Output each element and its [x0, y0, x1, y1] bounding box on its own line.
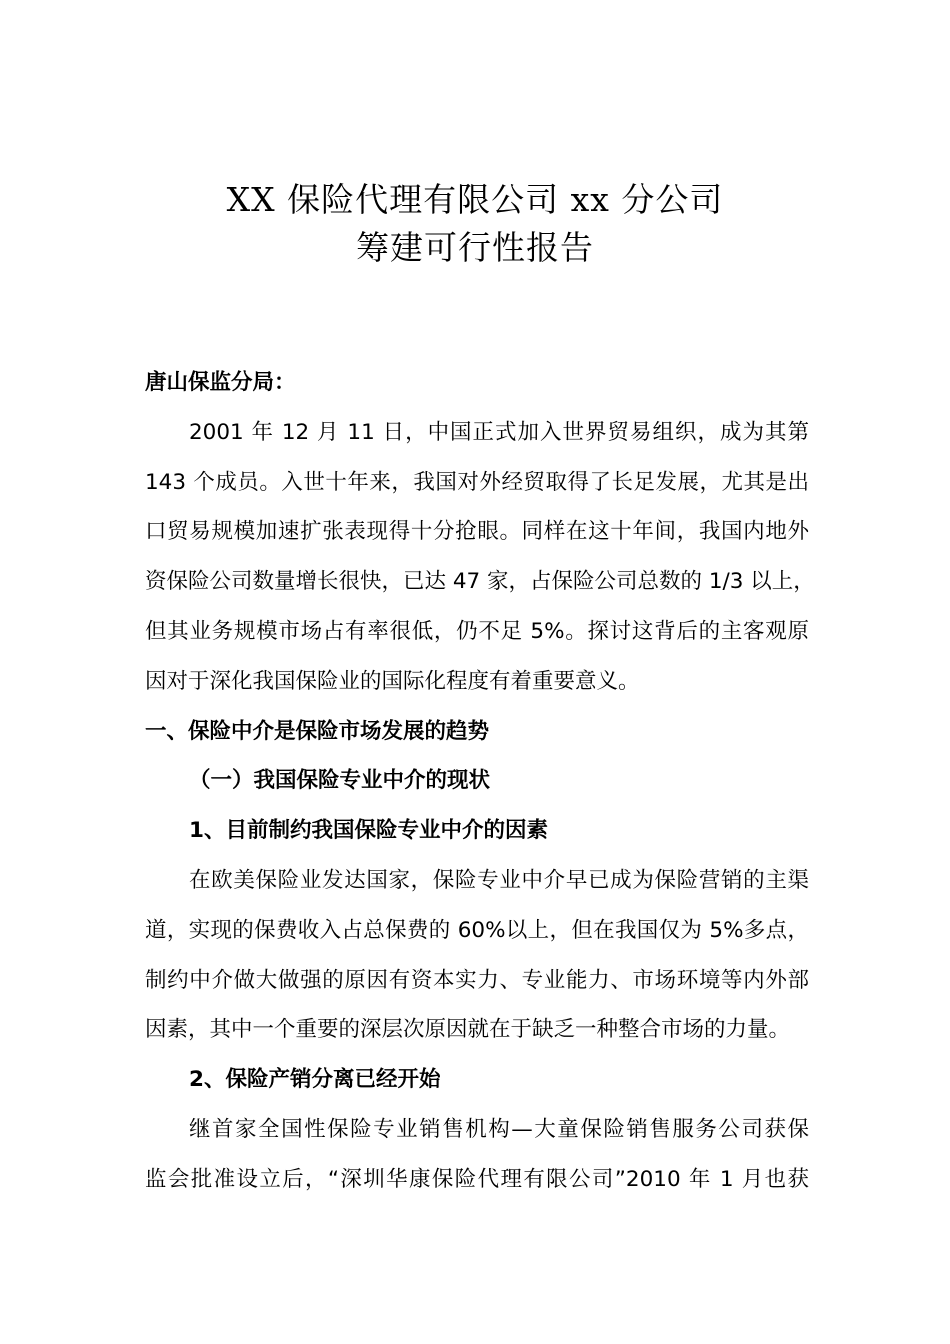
paragraph-2-line-4: 因素，其中一个重要的深层次原因就在于缺乏一种整合市场的力量。	[145, 1017, 791, 1043]
paragraph-1-line-5: 但其业务规模市场占有率很低，仍不足 5%。探讨这背后的主客观原	[145, 618, 809, 644]
paragraph-1-line-1: 2001 年 12 月 11 日，中国正式加入世界贸易组织，成为其第	[189, 419, 809, 445]
section-heading-1: 一、保险中介是保险市场发展的趋势	[145, 718, 490, 744]
subsubsection-heading-1: 1、目前制约我国保险专业中介的因素	[189, 818, 548, 844]
paragraph-2-line-2: 道，实现的保费收入占总保费的 60%以上，但在我国仅为 5%多点，	[145, 917, 809, 943]
document-title	[0, 176, 950, 272]
title-line-1: XX 保险代理有限公司 xx 分公司	[226, 180, 724, 219]
paragraph-2-line-1: 在欧美保险业发达国家，保险专业中介早已成为保险营销的主渠	[189, 867, 809, 893]
paragraph-1-line-2: 143 个成员。入世十年来，我国对外经贸取得了长足发展，尤其是出	[145, 469, 809, 495]
document-body	[145, 358, 815, 1205]
title-line-2: 筹建可行性报告	[356, 228, 594, 267]
salutation: 唐山保监分局：	[145, 370, 296, 395]
paragraph-1-line-3: 口贸易规模加速扩张表现得十分抢眼。同样在这十年间，我国内地外	[145, 519, 809, 545]
paragraph-1-line-6: 因对于深化我国保险业的国际化程度有着重要意义。	[145, 668, 640, 694]
paragraph-3-line-2: 监会批准设立后，“深圳华康保险代理有限公司”2010 年 1 月也获	[145, 1166, 809, 1192]
paragraph-3-line-1: 继首家全国性保险专业销售机构—大童保险销售服务公司获保	[189, 1116, 809, 1142]
paragraph-2-line-3: 制约中介做大做强的原因有资本实力、专业能力、市场环境等内外部	[145, 967, 809, 993]
paragraph-1-line-4: 资保险公司数量增长很快，已达 47 家，占保险公司总数的 1/3 以上，	[145, 569, 815, 595]
subsection-heading-1-1: （一）我国保险专业中介的现状	[189, 768, 491, 794]
subsubsection-heading-2: 2、保险产销分离已经开始	[189, 1067, 441, 1093]
